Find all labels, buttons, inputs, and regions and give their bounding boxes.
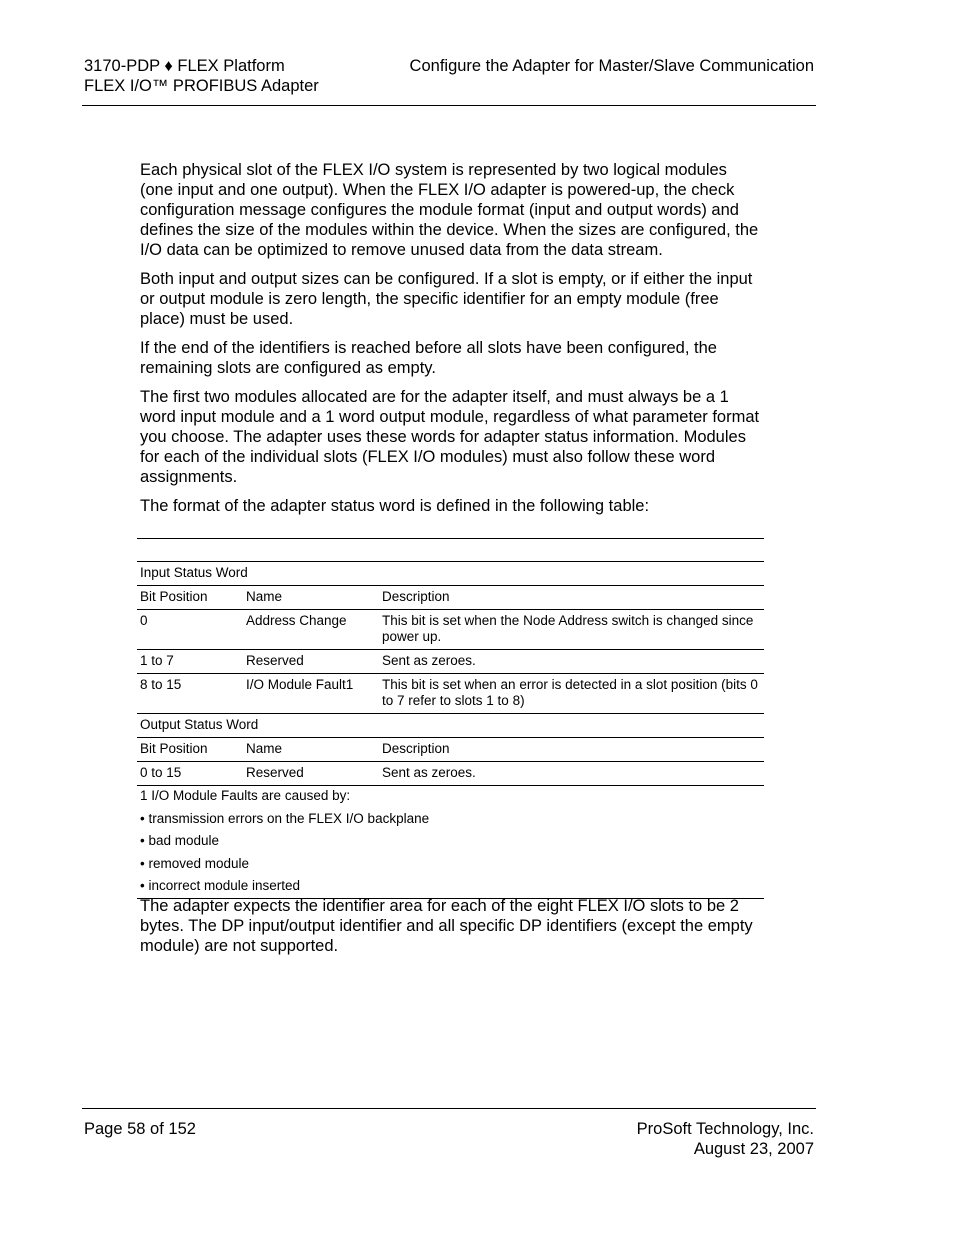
paragraph: The first two modules allocated are for the adapter itself, and must always be a 1 word input module and a 1 word output module, regardless of what parameter format you choose. The adapter uses these words for adapter status information. Modules for each of the individual slots (FLEX I/O modules) must also follow these word assignments. [140,388,760,486]
table-row [137,610,764,650]
footnote-bullet: • transmission errors on the FLEX I/O backplane [140,810,430,826]
paragraph: Both input and output sizes can be configured. If a slot is empty, or if either the input or output module is zero length, the specific identifier for an empty module (free place) must be used. [140,270,753,328]
table-row [137,762,764,786]
column-header: Name [243,738,379,762]
description-cell: This bit is set when an error is detected in a slot position (bits 0 to 7 refer to slots 1 to 8) [379,674,764,714]
product-subtitle: FLEX I/O™ PROFIBUS Adapter [84,76,319,95]
status-table [137,561,764,785]
table-row [137,674,764,714]
footnote: 1 I/O Module Faults are caused by: [140,788,351,803]
footnote-bullet: • bad module [140,833,220,848]
status-word-table [137,538,764,899]
table-notes [137,785,764,899]
name-cell: Reserved [243,650,379,674]
company-name: ProSoft Technology, Inc. [636,1120,814,1138]
header-left [84,57,319,96]
product-name: 3170-PDP ♦ FLEX Platform [84,57,285,75]
footer-rule [82,1108,816,1109]
after-table-text [140,896,762,956]
body-text [140,160,762,525]
footer-right [637,1120,814,1159]
description-cell: This bit is set when the Node Address switch is changed since power up. [379,610,764,650]
column-header: Description [379,586,764,610]
column-header: Name [243,586,379,610]
column-header: Bit Position [137,586,243,610]
paragraph: If the end of the identifiers is reached before all slots have been configured, the remaining slots are configured as empty. [140,339,717,377]
description-cell: Sent as zeroes. [379,762,764,786]
column-header: Description [379,738,764,762]
page-number: Page 58 of 152 [84,1120,196,1138]
table-row [137,650,764,674]
output-section-title: Output Status Word [137,714,764,738]
section-title: Configure the Adapter for Master/Slave Communication [409,57,814,75]
paragraph: The format of the adapter status word is defined in the following table: [140,497,650,515]
bit-position-cell: 8 to 15 [137,674,243,714]
column-header: Bit Position [137,738,243,762]
name-cell: Reserved [243,762,379,786]
paragraph: Each physical slot of the FLEX I/O system is represented by two logical modules (one input and one output). When the FLEX I/O adapter is powered-up, the check configuration message configures the module format (input and output words) and defines the size of the modules within the device. When the sizes are configured, the I/O data can be optimized to remove unused data from the data stream. [140,161,759,259]
bit-position-cell: 0 to 15 [137,762,243,786]
table-top-rule [137,538,764,561]
footnote-bullet: • incorrect module inserted [140,878,301,893]
header-rule [82,105,816,106]
publish-date: August 23, 2007 [693,1139,814,1158]
footnote-bullet: • removed module [140,855,250,871]
input-section-title: Input Status Word [137,562,764,586]
description-cell: Sent as zeroes. [379,650,764,674]
paragraph: The adapter expects the identifier area for each of the eight FLEX I/O slots to be 2 bytes. The DP input/output identifier and all specific DP identifiers (except the empty module) are not supported. [140,897,753,955]
bit-position-cell: 0 [137,610,243,650]
name-cell: Address Change [243,610,379,650]
name-cell: I/O Module Fault1 [243,674,379,714]
bit-position-cell: 1 to 7 [137,650,243,674]
